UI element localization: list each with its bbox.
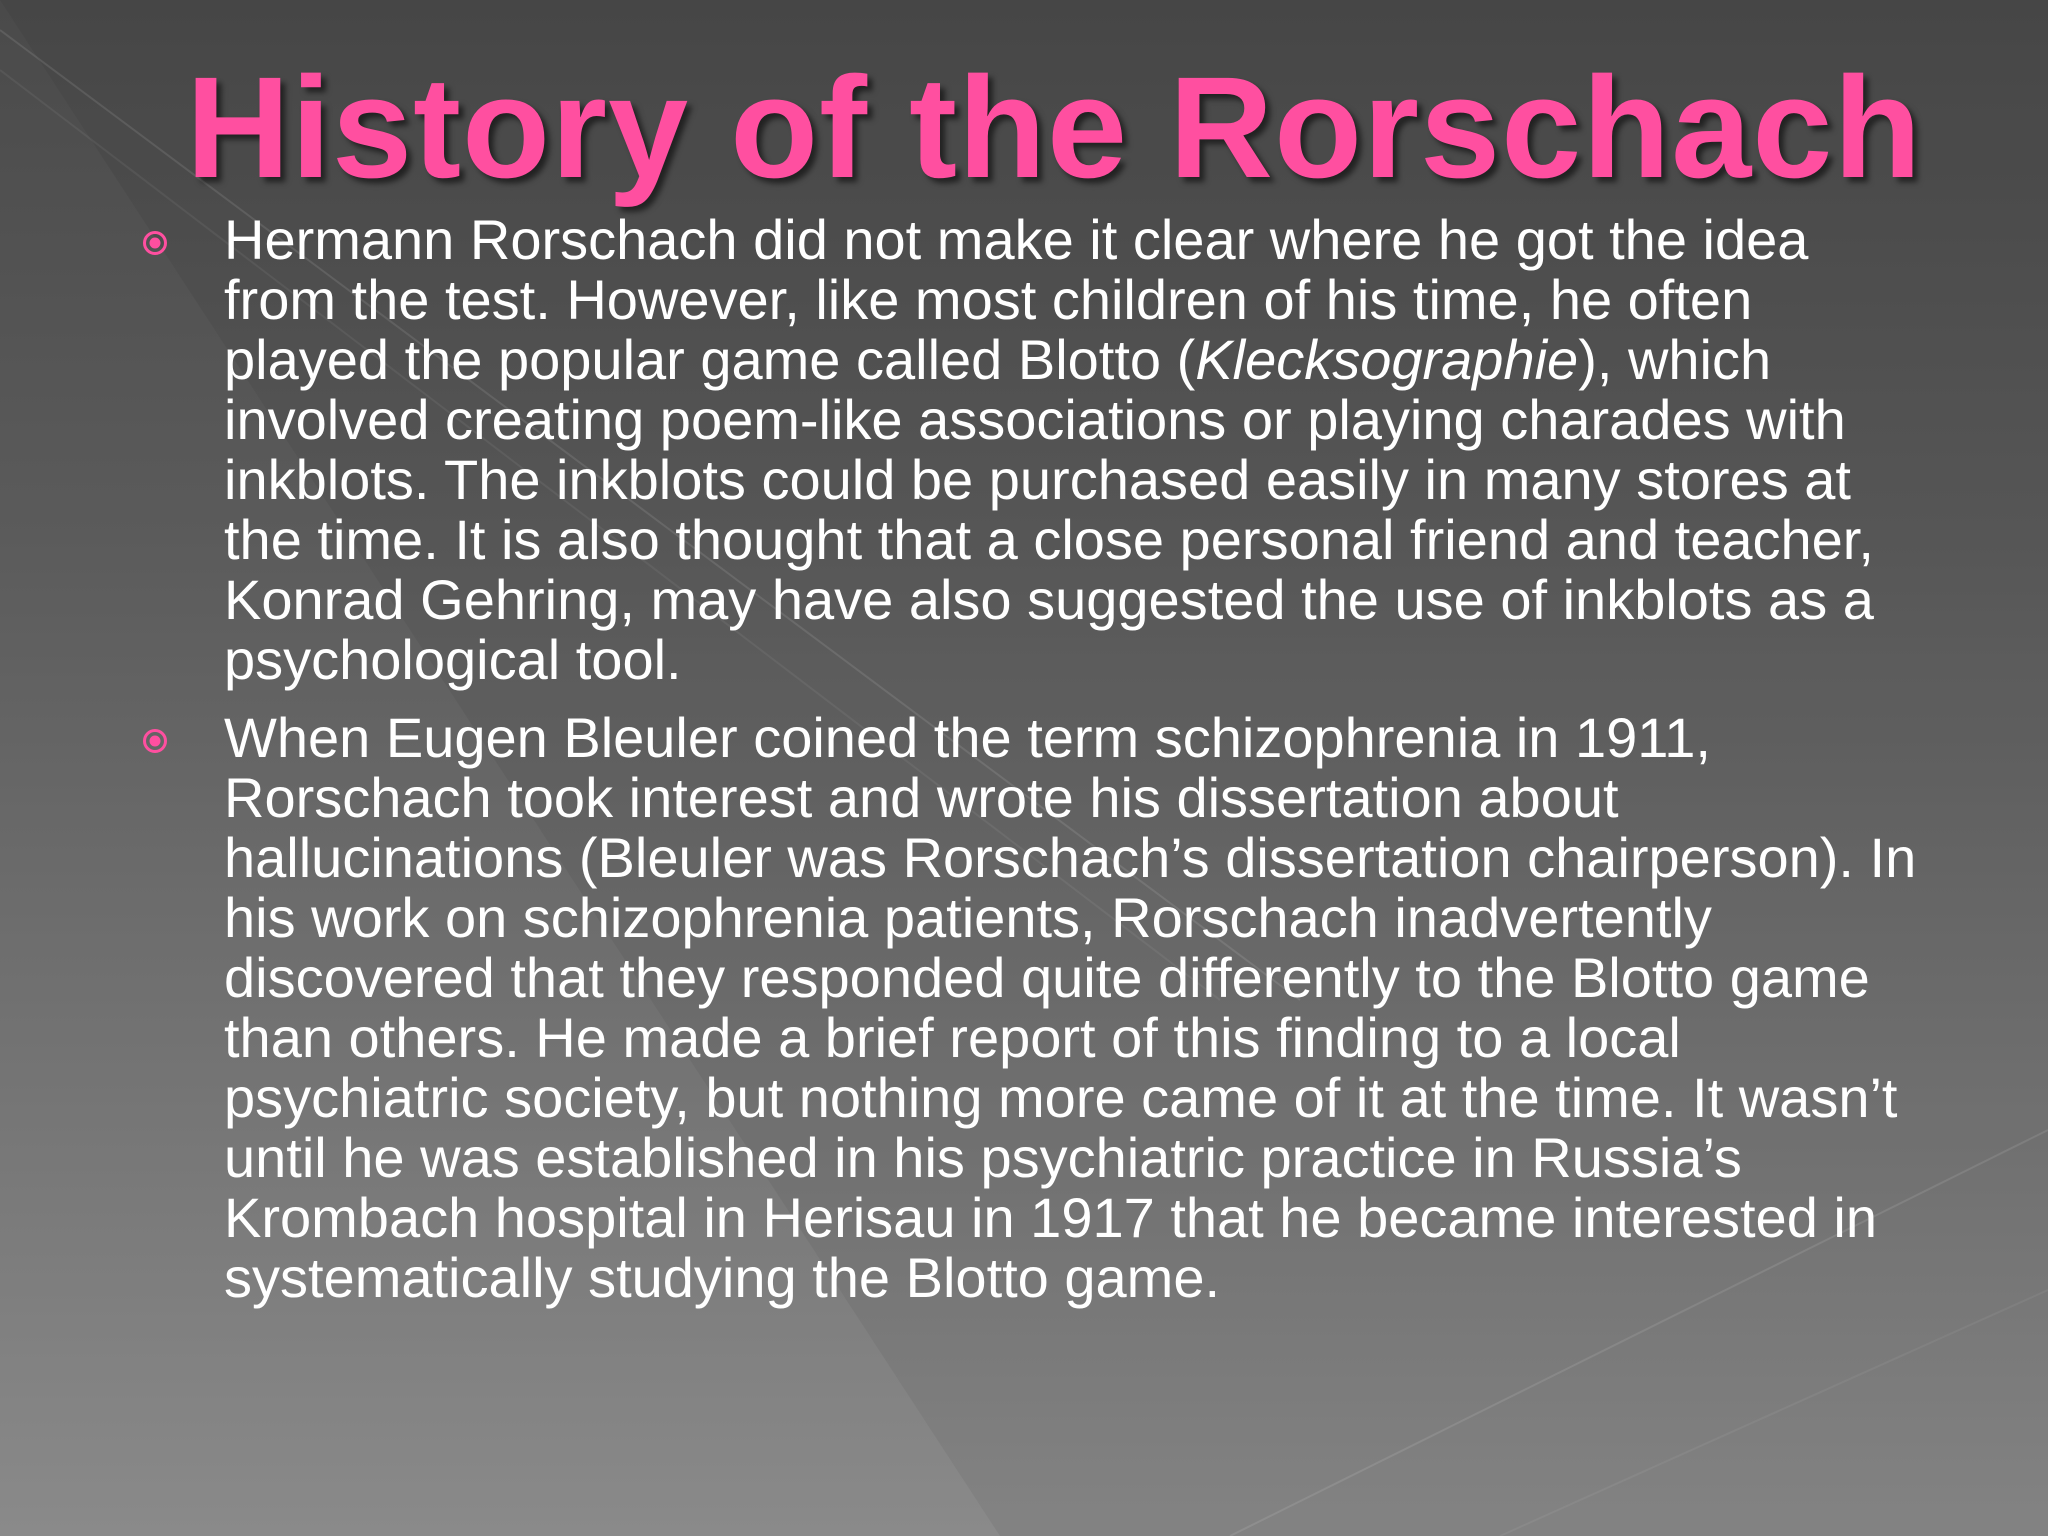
circled-dot-icon bbox=[142, 230, 168, 256]
bullet-item-2 bbox=[140, 708, 1930, 1308]
bullet-text-1-part-a: Hermann Rorschach did not make it clear where he got the idea from the test. However, like most children of his time, he often played the popular game called Blotto ( bbox=[224, 208, 1809, 391]
bullet-text-1 bbox=[224, 210, 1930, 690]
bullet-list bbox=[140, 210, 1930, 1326]
bullet-item-1 bbox=[140, 210, 1930, 690]
bullet-text-2: When Eugen Bleuler coined the term schizophrenia in 1911, Rorschach took interest and wrote his dissertation about hallucinations (Bleuler was Rorschach’s dissertation chairperson). In his work on schizophrenia patients, Rorschach inadvertently discovered that they responded quite differently to the Blotto game than others. He made a brief report of this finding to a local psychiatric society, but nothing more came of it at the time. It wasn’t until he was established in his psychiatric practice in Russia’s Krombach hospital in Herisau in 1917 that he became interested in systematically studying the Blotto game. bbox=[224, 706, 1917, 1309]
circled-dot-icon bbox=[142, 728, 168, 754]
bullet-text-1-part-b: ), which involved creating poem-like associations or playing charades with inkblots. The inkblots could be purchased easily in many stores at the time. It is also thought that a close personal friend and teacher, Konrad Gehring, may have also suggested the use of inkblots as a psychological tool. bbox=[224, 328, 1874, 691]
slide-title: History of the Rorschach bbox=[186, 47, 1923, 208]
bullet-text-1-italic-term: Klecksographie bbox=[1195, 328, 1579, 391]
